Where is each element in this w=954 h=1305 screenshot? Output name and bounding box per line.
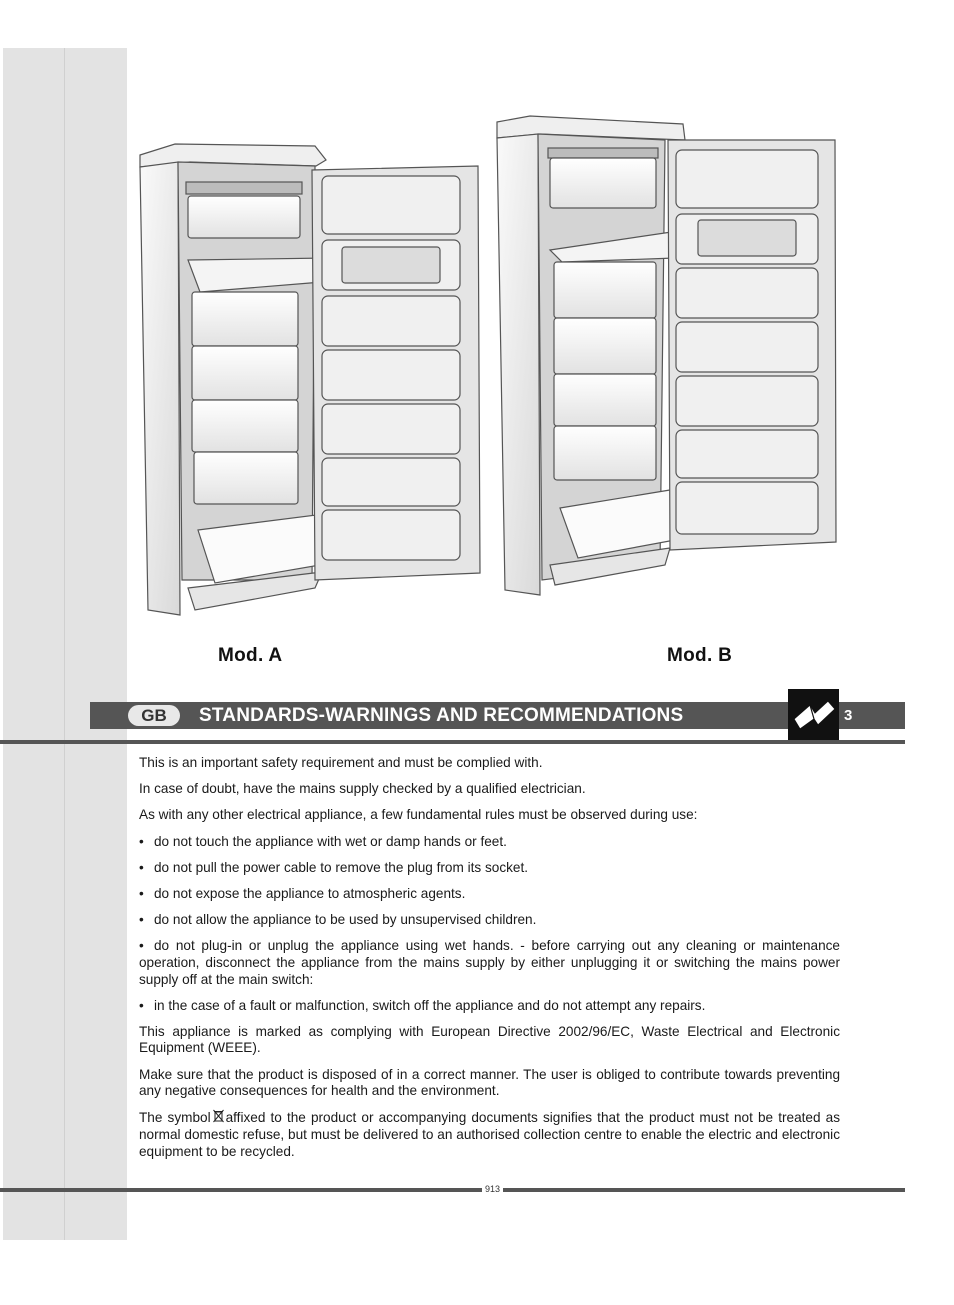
- paragraph: Make sure that the product is disposed of in a correct manner. The user is obliged to contribute towards preventing any negative consequences for health and the environment.: [139, 1066, 840, 1099]
- bullet-item: • do not touch the appliance with wet or damp hands or feet.: [139, 833, 507, 849]
- model-b-label: Mod. B: [667, 645, 733, 666]
- bullet-symbol: •: [139, 997, 144, 1013]
- bullet-symbol: •: [139, 885, 144, 901]
- freezer-model-b: [497, 116, 836, 595]
- open-book-icon: [788, 689, 839, 740]
- language-badge: GB: [128, 705, 180, 726]
- page-number: 3: [844, 707, 853, 724]
- bullet-symbol: •: [139, 912, 144, 928]
- bullet-item: • do not allow the appliance to be used by unsupervised children.: [139, 912, 537, 928]
- side-margin-divider: [64, 48, 65, 1240]
- bullet-symbol: •: [139, 859, 144, 875]
- paragraph: This is an important safety requirement and must be complied with.: [139, 755, 543, 770]
- bullet-item: • do not expose the appliance to atmospheric agents.: [139, 885, 466, 901]
- footer-rule-right: [503, 1188, 905, 1192]
- header-rule: [0, 740, 905, 744]
- bullet-item: • do not plug-in or unplug the appliance using wet hands. - before carrying out any cleaning or maintenance operation, disconnect the appliance from the mains supply by either unplugging it or switching the mains power supply off at the main switch:: [139, 938, 840, 987]
- side-margin-strip: [3, 48, 127, 1240]
- paragraph: As with any other electrical appliance, a few fundamental rules must be observed during use:: [139, 807, 698, 823]
- crossed-out-bin-icon: [213, 1109, 224, 1123]
- body-text: [139, 755, 840, 1170]
- bullet-item: • in the case of a fault or malfunction, switch off the appliance and do not attempt any repairs.: [139, 997, 706, 1013]
- paragraph: The symbol affixed to the product or accompanying documents signifies that the product must not be treated as normal domestic refuse, but must be delivered to an authorised collection centre to enable the electric and electronic equipment to be recycled.: [139, 1110, 840, 1159]
- footer-code: 913: [484, 1184, 501, 1194]
- bullet-symbol: •: [139, 938, 144, 954]
- freezer-model-a: [140, 144, 480, 615]
- bullet-symbol: •: [139, 833, 144, 849]
- bullet-item: • do not pull the power cable to remove the plug from its socket.: [139, 859, 529, 875]
- model-a-label: Mod. A: [218, 645, 283, 666]
- freezer-illustration: [130, 110, 850, 630]
- footer-rule-left: [0, 1188, 482, 1192]
- paragraph: In case of doubt, have the mains supply checked by a qualified electrician.: [139, 781, 586, 797]
- paragraph: This appliance is marked as complying with European Directive 2002/96/EC, Waste Electrical and Electronic Equipment (WEEE).: [139, 1023, 840, 1056]
- section-title: STANDARDS-WARNINGS AND RECOMMENDATIONS: [199, 705, 684, 726]
